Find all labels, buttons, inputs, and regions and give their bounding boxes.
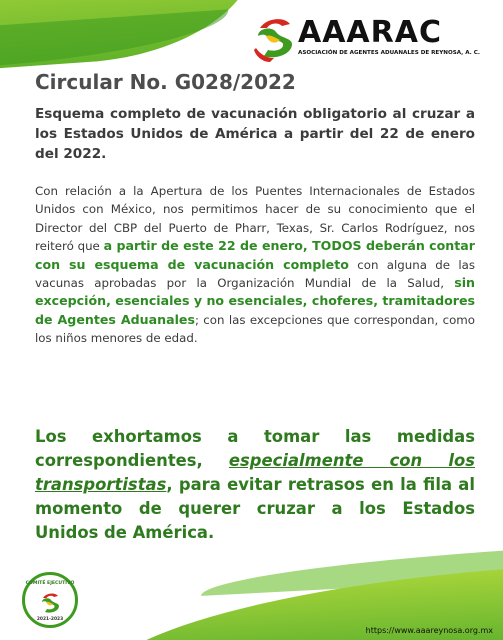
aaarac-logo xyxy=(252,14,492,64)
body-highlight-1: a partir de este 22 de enero, TODOS deberán contar con su esquema de vacunación completo xyxy=(35,238,475,272)
circular-title: Circular No. G028/2022 xyxy=(35,70,296,94)
body-text-3: ; con las excepciones que correspondan, como los niños menores de edad. xyxy=(35,312,475,346)
seal-years: 2021-2023 xyxy=(36,617,64,622)
circular-subtitle: Esquema completo de vacunación obligatorio al cruzar a los Estados Unidos de América a partir del 22 de enero del 2022. xyxy=(35,106,475,162)
exhort-text-1: Los exhortamos a tomar las medidas correspondientes, xyxy=(35,427,475,470)
logo-name: AAARAC xyxy=(298,15,442,50)
exhort-text-2: , para evitar retrasos en la fila al momento de querer cruzar a los Estados Unidos de América. xyxy=(35,475,475,542)
exhort-underlined: especialmente con los transportistas xyxy=(35,451,475,494)
exhort-paragraph xyxy=(35,425,475,545)
seal-label: COMITÉ EJECUTIVO xyxy=(25,581,75,586)
body-text-1: Con relación a la Apertura de los Puentes Internacionales de Estados Unidos con México, nos permitimos hacer de su conocimiento que el Director del CBP del Puerto de Pharr, Texas, Sr. Carlos Rodríguez, nos reiteró que xyxy=(35,184,475,254)
body-text-2: con alguna de las vacunas aprobadas por la Organización Mundial de la Salud, xyxy=(35,257,475,291)
website-url[interactable]: https://www.aaareynosa.org.mx xyxy=(365,626,493,635)
comite-ejecutivo-seal xyxy=(22,572,78,628)
body-paragraph xyxy=(35,182,475,348)
logo-subtitle: ASOCIACIÓN DE AGENTES ADUANALES DE REYNOSA, A. C. xyxy=(298,50,480,56)
body-highlight-2: sin excepción, esenciales y no esenciales, choferes, tramitadores de Agentes Aduanales xyxy=(35,275,475,327)
logo-emblem-icon xyxy=(252,14,296,62)
seal-emblem-icon xyxy=(39,591,61,615)
